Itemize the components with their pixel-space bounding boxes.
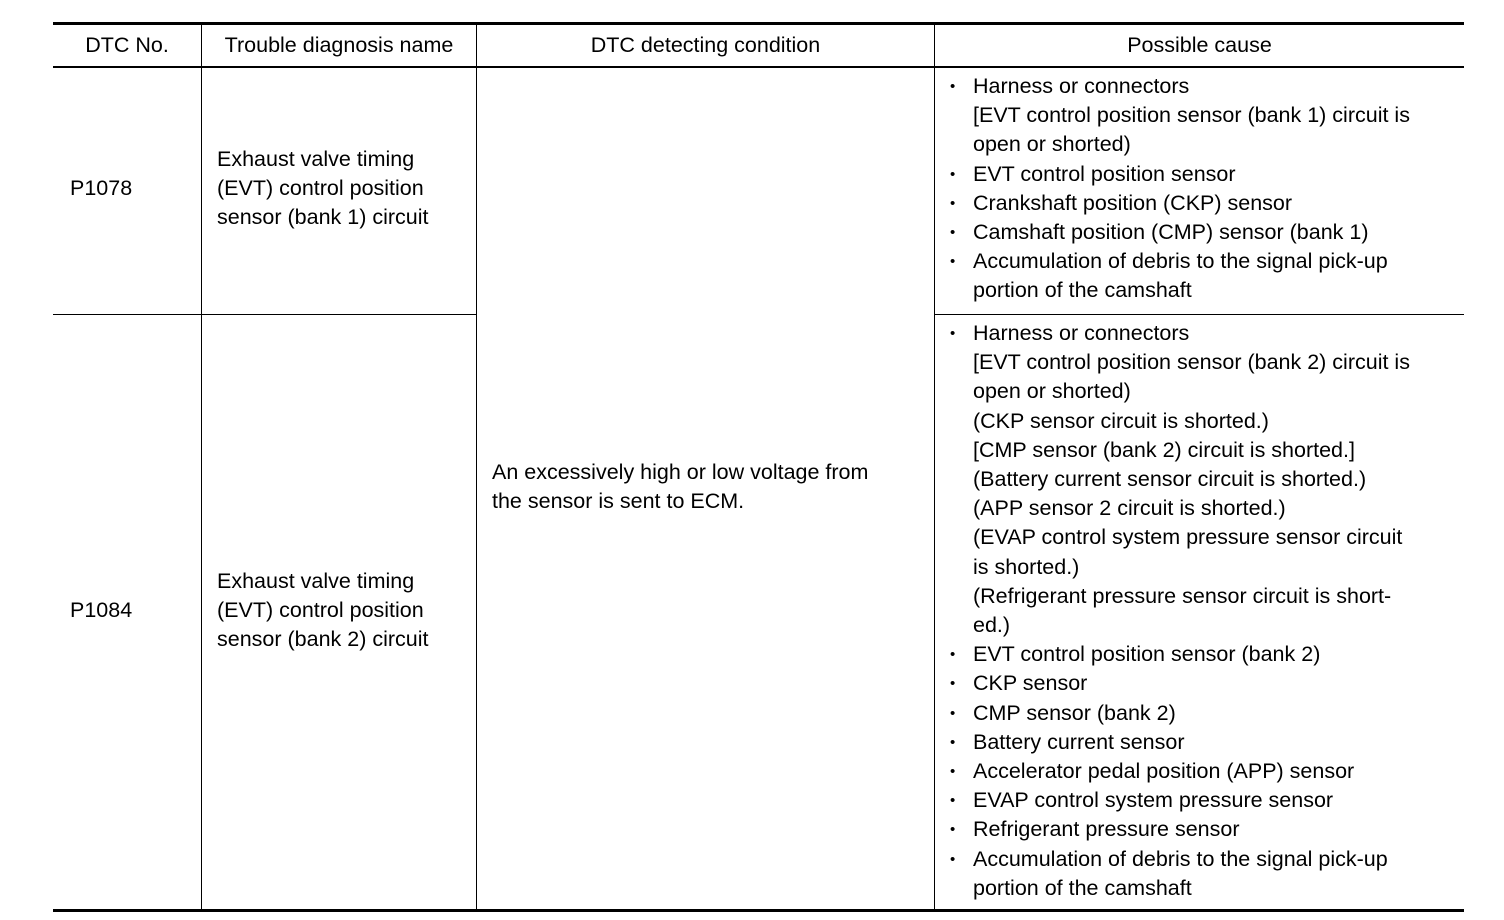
cause-line: (EVAP control system pressure sensor circuit [973, 525, 1403, 550]
header-dtc-no: DTC No. [85, 33, 169, 57]
trouble-name-line: (EVT) control position [217, 598, 424, 623]
cause-item [948, 845, 1410, 903]
cause-line: portion of the camshaft [973, 278, 1192, 303]
trouble-name-line: sensor (bank 2) circuit [217, 627, 429, 652]
dtc-no-p1078: P1078 [70, 176, 133, 200]
cause-line: • Accumulation of debris to the signal pick-up [973, 249, 1388, 274]
cause-line: [EVT control position sensor (bank 1) circuit is [973, 103, 1410, 128]
cause-line: open or shorted) [973, 379, 1131, 404]
cause-line: (CKP sensor circuit is shorted.) [973, 408, 1269, 433]
cause-item [948, 319, 1410, 640]
trouble-name-line: Exhaust valve timing [217, 147, 415, 171]
cause-item [948, 218, 1410, 247]
row-divider-cause [934, 314, 1464, 315]
cause-line: open or shorted) [973, 132, 1131, 157]
cause-list [948, 72, 1410, 306]
trouble-name-line: sensor (bank 1) circuit [217, 205, 429, 230]
cause-item [948, 728, 1410, 757]
cause-line: portion of the camshaft [973, 875, 1192, 900]
detecting-condition [492, 458, 868, 516]
col-divider-3 [934, 22, 935, 912]
cause-list [948, 319, 1410, 903]
cause-line: • EVT control position sensor [973, 161, 1236, 186]
cause-line: • Crankshaft position (CKP) sensor [973, 190, 1293, 215]
possible-causes-p1084 [948, 319, 1410, 903]
cause-item [948, 640, 1410, 669]
cause-line: • EVT control position sensor (bank 2) [973, 642, 1321, 667]
cause-line: • Accumulation of debris to the signal pick-up [973, 846, 1388, 871]
cause-line: • CMP sensor (bank 2) [973, 700, 1176, 725]
cause-line: • Accelerator pedal position (APP) sensor [973, 759, 1355, 784]
cause-item [948, 189, 1410, 218]
col-divider-2 [476, 22, 477, 912]
header-bottom-rule [53, 66, 1464, 68]
detecting-condition-line: the sensor is sent to ECM. [492, 489, 745, 514]
cause-line: • Refrigerant pressure sensor [973, 817, 1240, 842]
detecting-condition-line: An excessively high or low voltage from [492, 460, 869, 484]
trouble-name-line: (EVT) control position [217, 176, 424, 201]
col-divider-1 [201, 22, 202, 912]
cause-item [948, 160, 1410, 189]
cause-line: (Battery current sensor circuit is shorted.) [973, 467, 1367, 492]
cause-item [948, 757, 1410, 786]
dtc-table [53, 22, 1464, 912]
cause-line: • EVAP control system pressure sensor [973, 788, 1334, 813]
header-dtc-detecting-condition: DTC detecting condition [590, 33, 821, 57]
cause-item [948, 72, 1410, 160]
cause-line: • CKP sensor [973, 671, 1088, 696]
table-bottom-rule [53, 909, 1464, 912]
trouble-name-line: Exhaust valve timing [217, 569, 415, 593]
trouble-name-p1084 [217, 567, 429, 655]
header-trouble-diagnosis-name: Trouble diagnosis name [224, 33, 454, 57]
cause-line: • Harness or connectors [973, 321, 1190, 345]
cause-line: [EVT control position sensor (bank 2) circuit is [973, 350, 1410, 375]
trouble-name-p1078 [217, 145, 429, 233]
row-divider [53, 314, 476, 315]
cause-item [948, 815, 1410, 844]
cause-line: • Harness or connectors [973, 74, 1190, 98]
cause-item [948, 669, 1410, 698]
cause-item [948, 247, 1410, 305]
dtc-no-p1084: P1084 [70, 598, 133, 622]
possible-causes-p1078 [948, 72, 1410, 306]
cause-line: ed.) [973, 613, 1011, 638]
cause-line: • Camshaft position (CMP) sensor (bank 1) [973, 220, 1369, 245]
cause-line: [CMP sensor (bank 2) circuit is shorted.] [973, 437, 1355, 462]
header-possible-cause: Possible cause [1127, 33, 1272, 57]
cause-line: (APP sensor 2 circuit is shorted.) [973, 496, 1286, 521]
cause-line: is shorted.) [973, 554, 1080, 579]
cause-item [948, 699, 1410, 728]
cause-line: (Refrigerant pressure sensor circuit is short- [973, 583, 1392, 608]
cause-item [948, 786, 1410, 815]
cause-line: • Battery current sensor [973, 729, 1185, 754]
